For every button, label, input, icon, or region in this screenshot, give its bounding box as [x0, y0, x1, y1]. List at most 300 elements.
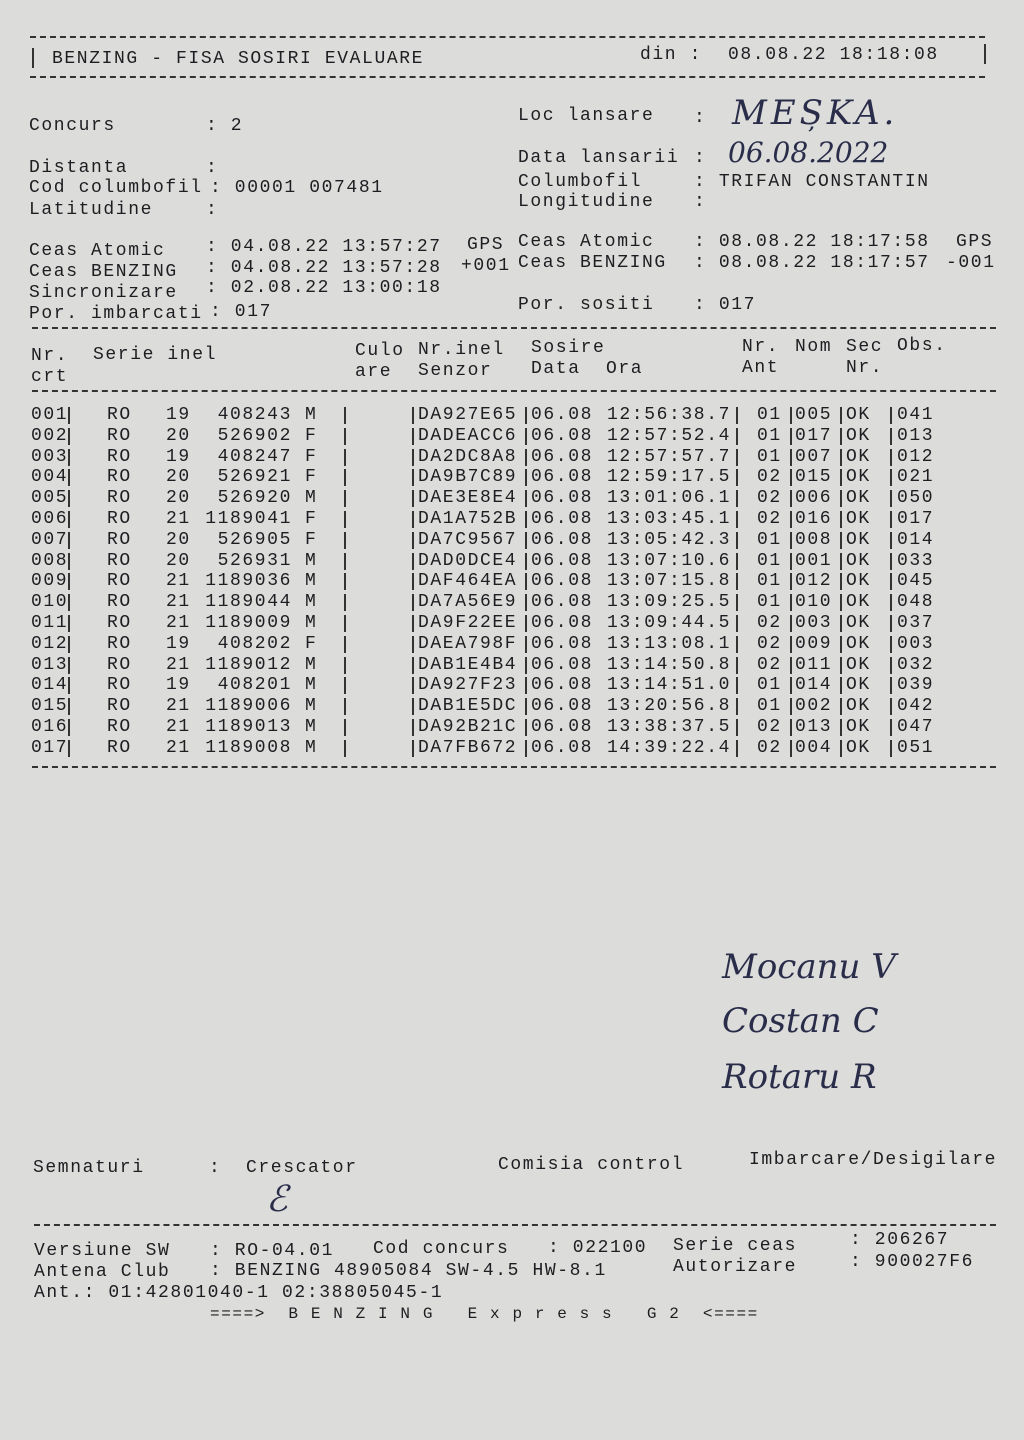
cell-an: 20 [166, 467, 191, 488]
semnaturi-label: Semnaturi [33, 1158, 145, 1178]
cell-nr: 003 [31, 446, 69, 467]
column-separator [68, 740, 70, 757]
cell-senzor: DADEACC6 [418, 425, 518, 446]
cell-nom: 011 [795, 654, 833, 675]
column-separator [840, 740, 842, 757]
column-separator [525, 636, 527, 653]
cell-data: 06.08 [531, 550, 594, 571]
column-separator [412, 532, 414, 549]
cell-nom: 004 [795, 737, 833, 758]
cod-columbofil-label: Cod columbofil [29, 178, 203, 198]
column-separator [68, 407, 70, 424]
comisia-label: Comisia control [498, 1155, 685, 1175]
cell-sec: OK [846, 737, 871, 758]
cell-sex: M [305, 737, 318, 758]
column-separator [736, 511, 738, 528]
column-separator [890, 636, 892, 653]
column-separator [840, 615, 842, 632]
column-separator [344, 511, 346, 528]
column-separator [525, 511, 527, 528]
cell-sex: F [305, 467, 318, 488]
signature-2: Costan C [722, 1001, 879, 1041]
cell-ant: 02 [757, 613, 782, 633]
column-separator [790, 553, 792, 570]
column-separator [890, 428, 892, 445]
data-lansarii-label: Data lansarii [518, 148, 680, 168]
cell-sex: F [305, 425, 318, 446]
cell-obs: 013 [897, 425, 935, 446]
cell-sex: F [305, 529, 318, 550]
header-top-border [30, 36, 985, 38]
column-separator [412, 449, 414, 466]
cell-data: 06.08 [531, 696, 594, 717]
cell-ora: 13:14:51.0 [607, 675, 732, 696]
cell-sex: F [305, 446, 318, 467]
cell-nom: 015 [795, 467, 833, 488]
column-separator [790, 740, 792, 757]
column-separator [525, 594, 527, 611]
cell-data: 06.08 [531, 509, 594, 529]
column-separator [344, 719, 346, 736]
column-separator [790, 615, 792, 632]
cell-ant: 02 [757, 737, 782, 758]
cell-obs: 033 [897, 550, 935, 571]
column-separator [525, 615, 527, 632]
cell-nr: 013 [31, 654, 69, 675]
sincronizare-label: Sincronizare [29, 283, 178, 303]
column-separator [344, 553, 346, 570]
column-separator [68, 594, 70, 611]
crescator-signature-mark: ℰ [266, 1179, 288, 1220]
cell-tara: RO [107, 592, 132, 613]
cell-tara: RO [107, 467, 132, 488]
column-separator [412, 573, 414, 590]
cell-senzor: DA7C9567 [418, 529, 518, 550]
cell-sec: OK [846, 529, 871, 550]
column-separator [890, 449, 892, 466]
cell-senzor: DA927E65 [418, 405, 518, 425]
header-nr: Nr. [31, 346, 69, 366]
cell-ant: 01 [757, 696, 782, 717]
cell-ora: 13:01:06.1 [607, 488, 732, 509]
cell-ant: 02 [757, 488, 782, 509]
column-separator [344, 657, 346, 674]
cell-ora: 12:57:52.4 [607, 425, 732, 446]
cell-data: 06.08 [531, 633, 594, 654]
cell-sex: M [305, 654, 318, 675]
signature-3: Rotaru R [722, 1057, 877, 1097]
cell-nr: 016 [31, 717, 69, 737]
cell-senzor: DA9B7C89 [418, 467, 518, 488]
cell-an: 20 [166, 488, 191, 509]
header-left-border [32, 48, 34, 68]
cell-obs: 017 [897, 509, 935, 529]
cell-obs: 021 [897, 467, 935, 488]
column-separator [525, 428, 527, 445]
column-separator [525, 449, 527, 466]
cell-inel: 1189008 [205, 737, 292, 758]
cell-data: 06.08 [531, 592, 594, 613]
cell-ora: 13:09:44.5 [607, 613, 732, 633]
signature-1: Mocanu V [722, 947, 896, 987]
din-value: 08.08.22 18:18:08 [728, 45, 939, 65]
column-separator [525, 553, 527, 570]
cell-inel: 408243 [217, 405, 292, 425]
column-separator [840, 677, 842, 694]
cell-obs: 045 [897, 571, 935, 592]
cell-nom: 012 [795, 571, 833, 592]
cell-obs: 047 [897, 717, 935, 737]
column-separator [412, 677, 414, 694]
cell-ant: 02 [757, 467, 782, 488]
header-nr-inel: Nr.inel [418, 340, 505, 360]
latitudine-label: Latitudine [29, 200, 154, 220]
cell-ant: 02 [757, 633, 782, 654]
column-separator [736, 719, 738, 736]
cell-sec: OK [846, 467, 871, 488]
cell-nom: 007 [795, 446, 833, 467]
cell-tara: RO [107, 717, 132, 737]
cell-obs: 050 [897, 488, 935, 509]
cell-sex: M [305, 550, 318, 571]
ceas-atomic-right-suffix: GPS [956, 232, 994, 252]
column-separator [890, 719, 892, 736]
versiune-label: Versiune SW [34, 1241, 171, 1261]
cell-obs: 012 [897, 446, 935, 467]
cell-senzor: DAE3E8E4 [418, 488, 518, 509]
column-separator [68, 657, 70, 674]
cell-an: 21 [166, 737, 191, 758]
ceas-atomic-value: : 04.08.22 13:57:27 [206, 237, 442, 257]
cell-tara: RO [107, 654, 132, 675]
column-separator [736, 740, 738, 757]
column-separator [840, 553, 842, 570]
ceas-benzing-right-value: : 08.08.22 18:17:57 [694, 253, 930, 273]
colon: : [694, 108, 707, 128]
column-separator [412, 594, 414, 611]
cell-tara: RO [107, 529, 132, 550]
document-title: BENZING - FISA SOSIRI EVALUARE [52, 49, 425, 69]
cell-inel: 1189012 [205, 654, 292, 675]
ceas-benzing-value: : 04.08.22 13:57:28 [206, 258, 442, 278]
column-separator [412, 469, 414, 486]
header-obs: Obs. [897, 336, 947, 356]
column-separator [790, 719, 792, 736]
column-separator [736, 532, 738, 549]
concurs-label: Concurs [29, 116, 116, 136]
cell-ora: 13:09:25.5 [607, 592, 732, 613]
cell-sex: M [305, 696, 318, 717]
cell-inel: 1189006 [205, 696, 292, 717]
column-separator [344, 740, 346, 757]
cell-an: 21 [166, 509, 191, 529]
cell-ant: 01 [757, 571, 782, 592]
cell-senzor: DA1A752B [418, 509, 518, 529]
column-separator [890, 532, 892, 549]
column-separator [736, 657, 738, 674]
cell-ant: 01 [757, 529, 782, 550]
cell-ora: 12:57:57.7 [607, 446, 732, 467]
cell-senzor: DA927F23 [418, 675, 518, 696]
header-senzor: Senzor [418, 361, 493, 381]
column-separator [736, 677, 738, 694]
cell-inel: 408202 [217, 633, 292, 654]
cell-inel: 1189044 [205, 592, 292, 613]
cell-data: 06.08 [531, 488, 594, 509]
loc-lansare-label: Loc lansare [518, 106, 655, 126]
cell-an: 21 [166, 571, 191, 592]
cell-data: 06.08 [531, 529, 594, 550]
cell-data: 06.08 [531, 737, 594, 758]
column-separator [840, 511, 842, 528]
header-nr-ant-1: Nr. [742, 337, 780, 357]
loc-lansare-handwritten: MEȘKA. [732, 93, 899, 133]
header-sec: Sec [846, 337, 884, 357]
column-separator [68, 677, 70, 694]
cell-nr: 005 [31, 488, 69, 509]
cell-tara: RO [107, 737, 132, 758]
cell-obs: 042 [897, 696, 935, 717]
column-separator [736, 469, 738, 486]
column-separator [890, 511, 892, 528]
column-separator [790, 490, 792, 507]
table-top-border [32, 327, 996, 329]
cell-sec: OK [846, 425, 871, 446]
latitudine-value: : [206, 200, 219, 220]
column-separator [736, 636, 738, 653]
cell-ora: 12:56:38.7 [607, 405, 732, 425]
cell-an: 20 [166, 550, 191, 571]
sositi-count: 017 [718, 295, 757, 315]
cell-obs: 003 [897, 633, 935, 654]
distanta-label: Distanta [29, 158, 129, 178]
cell-obs: 032 [897, 654, 935, 675]
colon: : [694, 148, 707, 168]
header-nr-ant-2: Ant [742, 358, 780, 378]
cell-inel: 526905 [217, 529, 292, 550]
column-separator [890, 740, 892, 757]
column-separator [790, 698, 792, 715]
cell-nom: 009 [795, 633, 833, 654]
cell-sex: M [305, 717, 318, 737]
cell-tara: RO [107, 509, 132, 529]
column-separator [412, 553, 414, 570]
column-separator [890, 407, 892, 424]
cell-sec: OK [846, 717, 871, 737]
cell-data: 06.08 [531, 571, 594, 592]
header-sec-nr: Nr. [846, 358, 884, 378]
column-separator [68, 615, 70, 632]
cell-inel: 1189013 [205, 717, 292, 737]
cell-sec: OK [846, 675, 871, 696]
column-separator [890, 698, 892, 715]
cell-sec: OK [846, 571, 871, 592]
cell-nr: 007 [31, 529, 69, 550]
column-separator [840, 636, 842, 653]
cell-ant: 01 [757, 425, 782, 446]
column-separator [790, 532, 792, 549]
cell-sec: OK [846, 550, 871, 571]
cell-nom: 017 [795, 425, 833, 446]
cell-nr: 009 [31, 571, 69, 592]
column-separator [736, 698, 738, 715]
cell-inel: 526920 [217, 488, 292, 509]
cell-tara: RO [107, 446, 132, 467]
cell-nom: 010 [795, 592, 833, 613]
column-separator [840, 698, 842, 715]
cell-an: 21 [166, 717, 191, 737]
cell-ant: 01 [757, 675, 782, 696]
column-separator [344, 449, 346, 466]
cell-an: 21 [166, 696, 191, 717]
column-separator [412, 490, 414, 507]
cell-data: 06.08 [531, 425, 594, 446]
cell-ant: 01 [757, 446, 782, 467]
column-separator [736, 615, 738, 632]
cell-tara: RO [107, 696, 132, 717]
imbarcare-label: Imbarcare/Desigilare [749, 1150, 998, 1170]
cell-nom: 001 [795, 550, 833, 571]
column-separator [790, 407, 792, 424]
column-separator [68, 469, 70, 486]
cell-inel: 1189041 [205, 509, 292, 529]
cell-nr: 002 [31, 425, 69, 446]
cell-an: 19 [166, 633, 191, 654]
sincronizare-value: : 02.08.22 13:00:18 [206, 278, 442, 298]
ceas-benzing-suffix: +001 [461, 256, 511, 276]
column-separator [840, 657, 842, 674]
cell-senzor: DA7A56E9 [418, 592, 518, 613]
cell-ant: 02 [757, 509, 782, 529]
cell-data: 06.08 [531, 613, 594, 633]
column-separator [412, 698, 414, 715]
column-separator [790, 657, 792, 674]
cell-ora: 14:39:22.4 [607, 737, 732, 758]
cell-tara: RO [107, 571, 132, 592]
header-serie-inel: Serie inel [93, 345, 218, 365]
column-separator [736, 594, 738, 611]
cell-senzor: DA92B21C [418, 717, 518, 737]
column-separator [840, 428, 842, 445]
column-separator [790, 449, 792, 466]
header-crt: crt [31, 367, 69, 387]
footer-divider [34, 1224, 996, 1226]
cell-sec: OK [846, 633, 871, 654]
cell-nr: 017 [31, 737, 69, 758]
column-separator [736, 449, 738, 466]
cell-sex: M [305, 405, 318, 425]
cell-data: 06.08 [531, 654, 594, 675]
column-separator [344, 594, 346, 611]
column-separator [840, 573, 842, 590]
cell-ora: 13:05:42.3 [607, 529, 732, 550]
cell-an: 21 [166, 654, 191, 675]
column-separator [344, 573, 346, 590]
cell-nr: 001 [31, 405, 69, 425]
cell-inel: 408247 [217, 446, 292, 467]
header-data: Data [531, 359, 581, 379]
longitudine-label: Longitudine [518, 192, 655, 212]
ceas-benzing-right-time: 08.08.22 18:17:57 [718, 253, 930, 273]
ceas-atomic-right-value: : 08.08.22 18:17:58 [694, 232, 930, 252]
cell-ora: 13:14:50.8 [607, 654, 732, 675]
header-culoare-2: are [355, 362, 393, 382]
column-separator [525, 532, 527, 549]
cell-data: 06.08 [531, 467, 594, 488]
cell-nr: 010 [31, 592, 69, 613]
cell-ora: 13:38:37.5 [607, 717, 732, 737]
cell-tara: RO [107, 488, 132, 509]
columbofil-label: Columbofil [518, 172, 643, 192]
cell-sex: M [305, 675, 318, 696]
column-separator [890, 490, 892, 507]
column-separator [344, 428, 346, 445]
cell-nr: 008 [31, 550, 69, 571]
crescator-label: Crescator [246, 1158, 358, 1178]
column-separator [412, 657, 414, 674]
cell-nom: 016 [795, 509, 833, 529]
cell-an: 21 [166, 613, 191, 633]
antena-label: Antena Club [34, 1262, 171, 1282]
header-culoare-1: Culo [355, 341, 405, 361]
column-separator [412, 511, 414, 528]
cell-nr: 006 [31, 509, 69, 529]
cell-nr: 012 [31, 633, 69, 654]
cell-inel: 1189009 [205, 613, 292, 633]
cell-tara: RO [107, 613, 132, 633]
data-lansarii-handwritten: 06.08.2022 [728, 136, 889, 169]
cell-ora: 13:07:10.6 [607, 550, 732, 571]
column-separator [344, 698, 346, 715]
column-separator [525, 490, 527, 507]
table-header-border [32, 390, 996, 392]
column-separator [890, 469, 892, 486]
cell-nom: 006 [795, 488, 833, 509]
column-separator [344, 407, 346, 424]
column-separator [344, 469, 346, 486]
column-separator [736, 573, 738, 590]
column-separator [525, 719, 527, 736]
cod-columbofil-value: : 00001 007481 [210, 178, 384, 198]
cell-ora: 13:07:15.8 [607, 571, 732, 592]
columbofil-value: : TRIFAN CONSTANTIN [694, 172, 930, 192]
column-separator [68, 490, 70, 507]
column-separator [890, 594, 892, 611]
cell-ora: 13:03:45.1 [607, 509, 732, 529]
column-separator [412, 615, 414, 632]
column-separator [525, 677, 527, 694]
serie-ceas-label: Serie ceas [673, 1236, 798, 1256]
header-nom: Nom [795, 337, 833, 357]
column-separator [790, 594, 792, 611]
header-bottom-border [30, 76, 985, 78]
antena-value: : BENZING 48905084 SW-4.5 HW-8.1 [210, 1261, 607, 1281]
cell-an: 20 [166, 529, 191, 550]
cell-ant: 01 [757, 550, 782, 571]
cell-ant: 02 [757, 654, 782, 675]
cell-sex: F [305, 509, 318, 529]
cod-concurs-label: Cod concurs [373, 1239, 510, 1259]
column-separator [890, 553, 892, 570]
cell-inel: 526902 [217, 425, 292, 446]
concurs-value: : 2 [206, 116, 244, 136]
header-right-border [984, 44, 986, 64]
column-separator [840, 407, 842, 424]
cell-data: 06.08 [531, 446, 594, 467]
cell-obs: 037 [897, 613, 935, 633]
table-bottom-border [32, 766, 996, 768]
cell-ora: 13:13:08.1 [607, 633, 732, 654]
